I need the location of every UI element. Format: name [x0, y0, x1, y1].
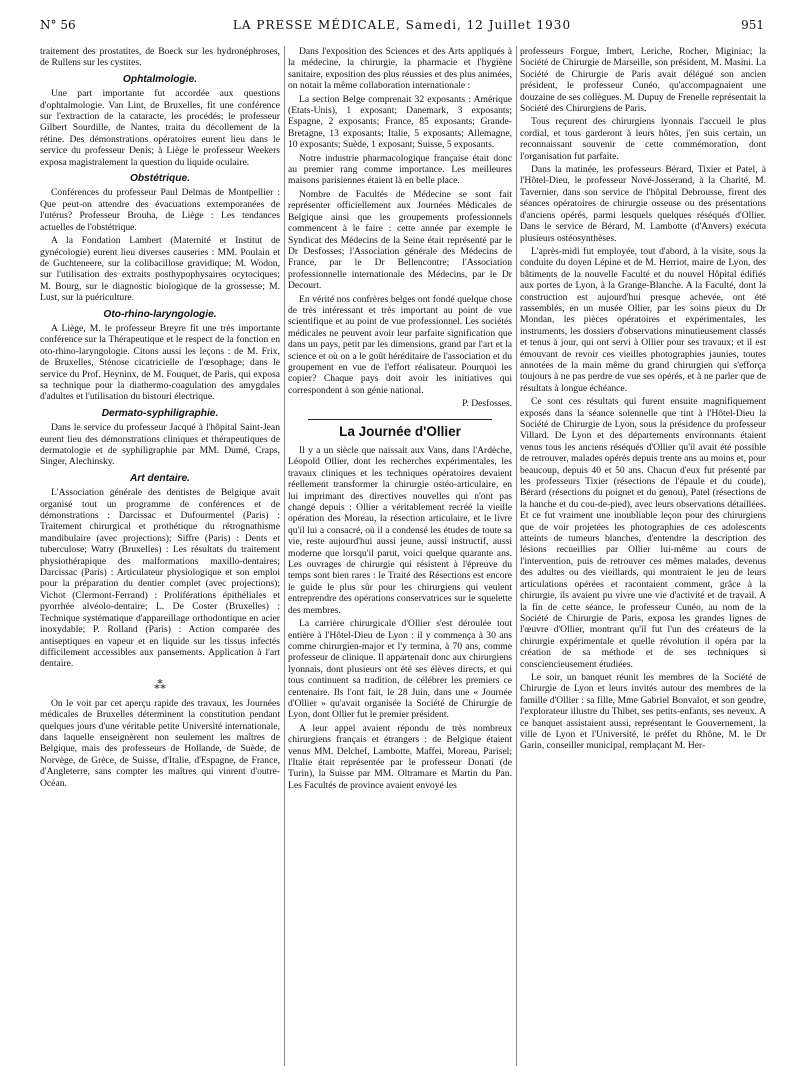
paragraph: A leur appel avaient répondu de très nombreux chirurgiens français et étrangers : de Belgique étaient venus MM. Delchef, Lambotte, Maffei, Moreau, Parisel; l'Italie était représentée par le professeur Donati (de Turin), la Suisse par MM. Oltramare et Martin du Pan. Les Facultés de province avaient envoyé les [288, 722, 512, 791]
column-2 [288, 46, 512, 793]
column-3 [520, 46, 766, 754]
page-header [40, 18, 764, 38]
paragraph: L'Association générale des dentistes de Belgique avait organisé tout un programme de conférences et de démonstrations : Darcissac et Dufourmentel (Paris) : Traitement chirurgical et prothétique du rétrognathisme mandibulaire (avec projections); Siffre (Paris) : Dents et tuberculose; Watry (Bruxelles) : Les résultats du traitement physiothérapique des malformations maxillo-dentaires; Darcissac (Paris) : Articulateur physiologique et son emploi pour la préparation du dentier complet (avec projections); Vichot (Clermont-Ferrand) : Proliférations épithéliales et pyorrhée alvéolo-dentaire; L. De Coster (Bruxelles) : Technique systématique d'appareillage orthodontique en acier inoxydable; P. Rolland (Paris) : Action comparée des antiseptiques en vapeur et en liquide sur les tissus infectés difficilement accessibles aux pansements. Application à l'art dentaire. [40, 487, 280, 670]
column-1 [40, 46, 280, 791]
journal-title: LA PRESSE MÉDICALE, Samedi, 12 Juillet 1930 [232, 18, 572, 32]
paragraph: La section Belge comprenait 32 exposants : Amérique (Etats-Unis), 1 exposant; Danemark, 3 exposants; Espagne, 2 exposants; France, 85 exposants; Grande-Bretagne, 13 exposants; Italie, 5 exposants; Allemagne, 10 exposants; Suède, 1 exposant; Suisse, 5 exposants. [288, 93, 512, 151]
column-divider [284, 46, 285, 1066]
paragraph: Dans le service du professeur Jacqué à l'hôpital Saint-Jean eurent lieu des démonstrations cliniques et thérapeutiques de dermatologie et de syphiligraphie par MM. Dumé, Craps, Singer, Alechinsky. [40, 422, 280, 468]
section-heading: Obstétrique. [129, 173, 190, 185]
paragraph: professeurs Forgue, Imbert, Leriche, Rocher, Miginiac; la Société de Chirurgie de Marseille, son président, M. Masini. La Société de Chirurgie de Paris avait délégué son ancien président, le professeur Cunéo, qu'accompagnaient une douzaine de ses collègues. M. Dupuy de Frenelle représentait la Société des Chirurgiens de Paris. [520, 46, 766, 115]
article-divider [308, 419, 492, 420]
section-heading: Oto-rhino-laryngologie. [103, 308, 217, 320]
paragraph: En vérité nos confrères belges ont fondé quelque chose de très intéressant et très important au point de vue scientifique et au point de vue professionnel. Les sociétés médicales ne peuvent avoir leur parfaite signification que dans un pays, petit par les dimensions, grand par l'art et la science et où on a le goût héréditaire de l'association et du groupement en vue de l'effort réalisateur. Pourquoi les copier? Chaque pays doit avoir les initiatives qui correspondent à son génie national. [288, 293, 512, 396]
article-title: La Journée d'Ollier [339, 423, 461, 439]
paragraph: traitement des prostatites, de Boeck sur les hydronéphroses, de Rullens sur les cystites. [40, 46, 280, 69]
section-heading: Ophtalmologie. [122, 73, 198, 85]
section-heading: Art dentaire. [129, 472, 190, 484]
paragraph: On le voit par cet aperçu rapide des travaux, les Journées médicales de Bruxelles déterminent la constitution pendant quelques jours d'une véritable petite Université internationale, dans laquelle enseignèrent non seulement les maîtres de Belgique, mais des professeurs de Hollande, de Suède, de Norvège, de Grèce, de Suisse, d'Italie, d'Espagne, de France, d'Angleterre, sans compter les maîtres qui vinrent d'outre-Océan. [40, 697, 280, 789]
paragraph: Le soir, un banquet réunit les membres de la Société de Chirurgie de Lyon et leurs invités autour des membres de la famille d'Ollier : sa fille, Mme Gabriel Bonvalot, et son gendre, l'explorateur illustre du Thibet, ses petits-enfants, ses neveux. A ce banquet assistaient aussi, représentant le Gouvernement, la ville de Lyon et l'Université, le préfet du Rhône, M. le Dr Garin, conseiller municipal, remplaçant M. Her- [520, 671, 766, 752]
issue-number: N° 56 [40, 18, 76, 32]
paragraph: Dans l'exposition des Sciences et des Arts appliqués à la médecine, la chirurgie, la pharmacie et l'hygiène sanitaire, exposition des plus réussies et des plus animées, on notait la même collaboration internationale : [288, 46, 512, 92]
paragraph: Conférences du professeur Paul Delmas de Montpellier : Que peut-on attendre des évacuations extemporanées de l'utérus? Professeur Brouha, de Liège : Les tendances actuelles de l'obstétrique. [40, 187, 280, 233]
paragraph: A la Fondation Lambert (Maternité et Institut de gynécologie) eurent lieu diverses causeries : MM. Poulain et de Guchteneere, sur la colibacillose gravidique; M. Wodon, sur l'utilisation des extraits posthypophysaires ocytociques; M. Bourg, sur le diagnostic biologique de la grossesse; M. Lust, sur la puériculture. [40, 235, 280, 304]
paragraph: Nombre de Facultés de Médecine se sont fait représenter officiellement aux Journées Médicales de Belgique ainsi que les groupements professionnels commencent à le faire : cette année par exemple le Syndicat des Médecins de la Seine était représenté par le Dr Desfosses; l'Association générale des Médecins de France, par le Dr Bellencontre; l'Association professionnelle internationale des Médecins, par le Dr Decourt. [288, 188, 512, 292]
paragraph: A Liège, M. le professeur Breyre fit une très importante conférence sur la Thérapeutique et le respect de la fonction en oto-rhino-laryngologie. Citons aussi les leçons : de M. Frix, de Bruxelles, Sténose cicatricielle de l'œsophage; dans le service du Prof. Heyninx, de M. Fouquet, de Paris, qui exposa sa technique pour la diathermo-coagulation des amygdales d'adultes et l'utilisation du bistouri électrique. [40, 322, 280, 403]
paragraph: Notre industrie pharmacologique française était donc au premier rang comme importance. Les meilleures maisons parisiennes étaient là en belle place. [288, 152, 512, 187]
paragraph: Il y a un siècle que naissait aux Vans, dans l'Ardèche, Léopold Ollier, dont les recherches expérimentales, les travaux cliniques et les techniques opératoires devaient réellement transformer la chirurgie ostéo-articulaire, en lui imprimant des directives nouvelles qui n'ont pas changé depuis : Ollier a véritablement recréé la vieille opération des Moreau, la résection articulaire, et le livre qu'il lui a consacré, où il a condensé les études de toute sa vie, reste aujourd'hui aussi jeune, aussi instructif, aussi moderne que lorsqu'il parut, voici quelque quarante ans. Les ouvrages de chirurgie qui résistent à l'épreuve du temps sont bien rares : le Traité des Résections est encore le guide le plus sûr pour les chirurgiens qui veulent entreprendre des opérations conservatrices sur le squelette des membres. [288, 445, 512, 616]
paragraph: La carrière chirurgicale d'Ollier s'est déroulée tout entière à l'Hôtel-Dieu de Lyon : il y commença à 30 ans comme chirurgien-major et l'y termina, à 70 ans, comme professeur de clinique. Il appartenait donc aux chirurgiens lyonnais, dont plusieurs ont été ses élèves directs, et qui tous continuent sa tradition, de célébrer les premiers ce centenaire. Ils l'ont fait, le 28 Juin, dans une « Journée d'Ollier » qu'avait organisée la Société de Chirurgie de Lyon, dont Ollier fut le premier président. [288, 618, 512, 721]
paragraph: L'après-midi fut employée, tout d'abord, à la visite, sous la conduite du doyen Lépine et de M. Herriot, maire de Lyon, des bâtiments de la nouvelle Faculté et du nouvel Hôpital édifiés aux portes de Lyon, à la Grange-Blanche. A la Faculté, dont la construction est aujourd'hui presque achevée, ont été rassemblés, en un musée Ollier, par les soins pieux du Dr Mondan, les pièces opératoires et expérimentales, les instruments, les dossiers d'observations minutieusement classés et tenus à jour, qui ont servi à Ollier pour ses travaux; et il est émouvant de revoir ces vieilles photographies jaunies, toutes annotées de la main même du grand chirurgien qui s'efforça toujours à ne pas perdre de vue ses opérés, et à ne parler que de résultats à longue échéance. [520, 245, 766, 394]
column-divider [516, 46, 517, 1066]
page-number: 951 [741, 18, 764, 32]
paragraph: Dans la matinée, les professeurs Bérard, Tixier et Patel, à l'Hôtel-Dieu, le professeur Nové-Josserand, à la Charité, M. Tavernier, dans son service de l'hôpital Debrousse, firent des séances opératoires de chirurgie osseuse ou des présentations d'anciens opérés, parmi lesquels quelques réséqués d'Ollier. Dans le service de Bérard, M. Lambotte (d'Anvers) exécuta plusieurs ostéosynthèses. [520, 164, 766, 244]
author-signature: P. Desfosses. [462, 398, 512, 410]
paragraph: Une part importante fut accordée aux questions d'ophtalmologie. Van Lint, de Bruxelles, fit une conférence sur l'extraction de la cataracte, les procédés; le professeur Gilbert Sourdille, de Nantes, traita du décollement de la rétine. Des démonstrations opératoires eurent lieu dans le service du professeur Denis; à Liège le professeur Weekers exposa magistralement la question du liquide oculaire. [40, 88, 280, 168]
asterism-separator: ⁂ [154, 677, 166, 692]
paragraph: Tous reçurent des chirurgiens lyonnais l'accueil le plus cordial, et tous garderont à leurs hôtes, j'en suis certain, un reconnaissant souvenir de cette commémoration, dont l'organisation fut parfaite. [520, 116, 766, 162]
section-heading: Dermato-syphiligraphie. [101, 407, 219, 419]
paragraph: Ce sont ces résultats qui furent ensuite magnifiquement exposés dans la séance solennelle que tint à l'Hôtel-Dieu la Société de Chirurgie de Lyon, sous la présidence du professeur Villard. De Lyon et des départements environnants étaient venus tous les anciens réséqués d'Ollier qu'il avait été possible de retrouver, malades opérés depuis trente ans au moins et, pour beaucoup, depuis 40 et 50 ans. Chacun d'eux fut présenté par les professeurs Tixier (résections de l'épaule et du coude), Bérard (résections du poignet et du genou), Patel (résections de la hanche et du cou-de-pied), avec leurs observations détaillées. Et ce fut vraiment une inoubliable leçon pour des chirurgiens que de voir projetées les photographies de ces adolescents atteints de tumeurs blanches, d'entendre la description des lésions recueillies par Ollier lui-même au cours de l'intervention, puis de retrouver ces mêmes malades, devenus des adultes ou des vieillards, qui montraient le jeu de leurs articulations opérées et racontaient comment, grâce à la chirurgie, ils avaient pu vivre une vie d'activité et de travail. A la fin de cette séance, le professeur Cunéo, au nom de la Société de Chirurgie de Paris, exposa les grandes lignes de l'œuvre d'Ollier, montrant qu'il fut l'un des créateurs de la chirurgie expérimentale et quelle révolution il opéra par la création de sa méthode et de ses techniques si consciencieusement étudiées. [520, 396, 766, 670]
